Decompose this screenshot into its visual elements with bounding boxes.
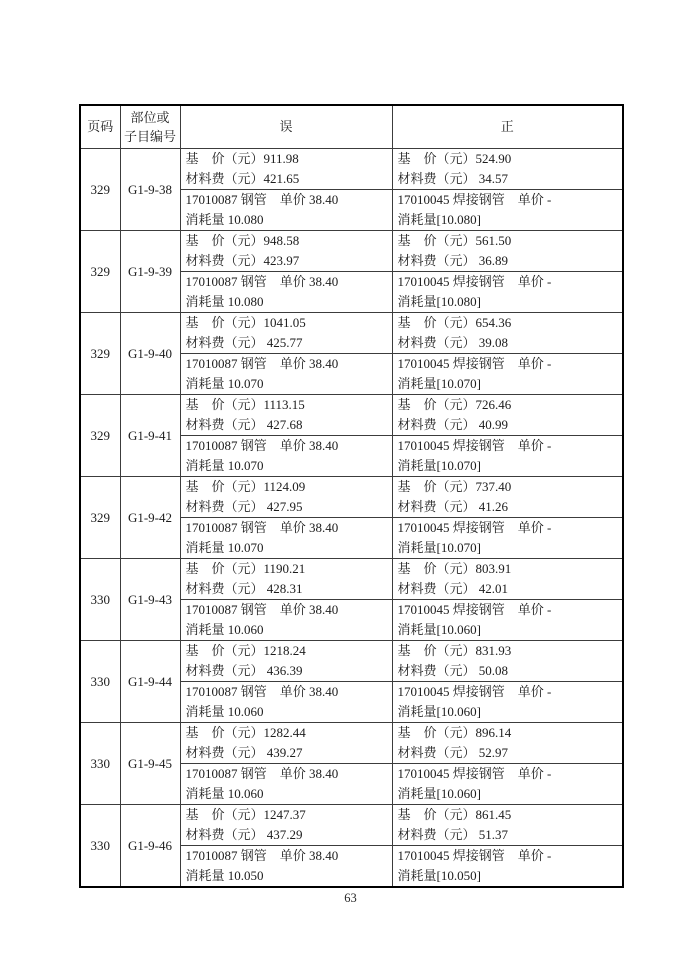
correct-price-cell xyxy=(392,641,623,682)
correct-price-cell xyxy=(392,477,623,518)
correct-base-price: 基 价（元）896.14 xyxy=(397,725,512,740)
wrong-item-cell xyxy=(180,272,392,313)
wrong-consumption: 消耗量 10.060 xyxy=(185,622,264,637)
wrong-base-price: 基 价（元）1247.37 xyxy=(185,807,306,822)
header-wrong-column: 误 xyxy=(180,105,392,149)
header-correct-column: 正 xyxy=(392,105,623,149)
correct-consumption: 消耗量[10.060] xyxy=(397,704,481,719)
correct-item-cell xyxy=(392,436,623,477)
correct-item-line: 17010045 焊接钢管 单价 - xyxy=(397,356,552,371)
page-number-cell: 329 xyxy=(80,477,120,559)
table-row-top xyxy=(80,641,623,682)
wrong-item-line: 17010087 钢管 单价 38.40 xyxy=(185,848,339,863)
wrong-material-fee: 材料费（元） 439.27 xyxy=(185,745,303,760)
page-number-cell: 330 xyxy=(80,723,120,805)
page-number-cell: 329 xyxy=(80,231,120,313)
table-row-top xyxy=(80,149,623,190)
wrong-price-cell xyxy=(180,149,392,190)
wrong-item-line: 17010087 钢管 单价 38.40 xyxy=(185,274,339,289)
correct-price-cell xyxy=(392,231,623,272)
correct-item-line: 17010045 焊接钢管 单价 - xyxy=(397,438,552,453)
wrong-material-fee: 材料费（元） 437.29 xyxy=(185,827,303,842)
wrong-material-fee: 材料费（元） 425.77 xyxy=(185,335,303,350)
wrong-item-line: 17010087 钢管 单价 38.40 xyxy=(185,602,339,617)
wrong-item-cell xyxy=(180,764,392,805)
correct-material-fee: 材料费（元） 36.89 xyxy=(397,253,509,268)
wrong-base-price: 基 价（元）1113.15 xyxy=(185,397,305,412)
correct-base-price: 基 价（元）803.91 xyxy=(397,561,512,576)
item-code-cell: G1-9-46 xyxy=(120,805,180,888)
page-number-cell: 329 xyxy=(80,313,120,395)
correct-material-fee: 材料费（元） 34.57 xyxy=(397,171,509,186)
header-item-code-line2: 子目编号 xyxy=(123,129,176,144)
correct-base-price: 基 价（元）654.36 xyxy=(397,315,512,330)
correct-consumption: 消耗量[10.080] xyxy=(397,212,481,227)
wrong-item-cell xyxy=(180,190,392,231)
correct-consumption: 消耗量[10.050] xyxy=(397,868,481,883)
wrong-material-fee: 材料费（元） 427.68 xyxy=(185,417,303,432)
table-row-top xyxy=(80,477,623,518)
correct-item-cell xyxy=(392,190,623,231)
correct-consumption: 消耗量[10.070] xyxy=(397,540,481,555)
wrong-consumption: 消耗量 10.050 xyxy=(185,868,264,883)
correct-item-line: 17010045 焊接钢管 单价 - xyxy=(397,684,552,699)
wrong-base-price: 基 价（元）911.98 xyxy=(185,151,299,166)
wrong-material-fee: 材料费（元） 436.39 xyxy=(185,663,303,678)
correct-material-fee: 材料费（元） 51.37 xyxy=(397,827,509,842)
item-code-cell: G1-9-45 xyxy=(120,723,180,805)
correct-base-price: 基 价（元）737.40 xyxy=(397,479,512,494)
correct-material-fee: 材料费（元） 52.97 xyxy=(397,745,509,760)
wrong-price-cell xyxy=(180,559,392,600)
wrong-consumption: 消耗量 10.060 xyxy=(185,704,264,719)
correct-item-line: 17010045 焊接钢管 单价 - xyxy=(397,274,552,289)
wrong-item-cell xyxy=(180,518,392,559)
page-number-cell: 329 xyxy=(80,149,120,231)
correct-consumption: 消耗量[10.080] xyxy=(397,294,481,309)
correct-material-fee: 材料费（元） 42.01 xyxy=(397,581,509,596)
wrong-consumption: 消耗量 10.070 xyxy=(185,376,264,391)
item-code-cell: G1-9-40 xyxy=(120,313,180,395)
correct-item-cell xyxy=(392,764,623,805)
page-number-cell: 330 xyxy=(80,805,120,888)
correct-item-line: 17010045 焊接钢管 单价 - xyxy=(397,766,552,781)
correct-base-price: 基 价（元）726.46 xyxy=(397,397,512,412)
correct-base-price: 基 价（元）831.93 xyxy=(397,643,512,658)
correct-consumption: 消耗量[10.060] xyxy=(397,622,481,637)
correct-price-cell xyxy=(392,805,623,846)
page-number-cell: 330 xyxy=(80,641,120,723)
wrong-item-line: 17010087 钢管 单价 38.40 xyxy=(185,684,339,699)
correct-base-price: 基 价（元）561.50 xyxy=(397,233,512,248)
correct-consumption: 消耗量[10.070] xyxy=(397,376,481,391)
table-row-top xyxy=(80,723,623,764)
item-code-cell: G1-9-44 xyxy=(120,641,180,723)
wrong-consumption: 消耗量 10.080 xyxy=(185,212,264,227)
correct-price-cell xyxy=(392,149,623,190)
wrong-item-cell xyxy=(180,600,392,641)
wrong-base-price: 基 价（元）1124.09 xyxy=(185,479,306,494)
correct-item-line: 17010045 焊接钢管 单价 - xyxy=(397,602,552,617)
correct-consumption: 消耗量[10.070] xyxy=(397,458,481,473)
page-number-cell: 330 xyxy=(80,559,120,641)
wrong-item-line: 17010087 钢管 单价 38.40 xyxy=(185,766,339,781)
table-row-top xyxy=(80,559,623,600)
wrong-item-line: 17010087 钢管 单价 38.40 xyxy=(185,438,339,453)
wrong-price-cell xyxy=(180,231,392,272)
table-row-top xyxy=(80,805,623,846)
wrong-item-cell xyxy=(180,436,392,477)
correct-material-fee: 材料费（元） 40.99 xyxy=(397,417,509,432)
wrong-material-fee: 材料费（元） 427.95 xyxy=(185,499,303,514)
wrong-item-cell xyxy=(180,682,392,723)
correct-price-cell xyxy=(392,395,623,436)
wrong-price-cell xyxy=(180,477,392,518)
wrong-price-cell xyxy=(180,723,392,764)
item-code-cell: G1-9-38 xyxy=(120,149,180,231)
correct-item-line: 17010045 焊接钢管 单价 - xyxy=(397,520,552,535)
correct-material-fee: 材料费（元） 41.26 xyxy=(397,499,509,514)
correct-material-fee: 材料费（元） 50.08 xyxy=(397,663,509,678)
wrong-price-cell xyxy=(180,395,392,436)
header-item-code-line1: 部位或 xyxy=(130,110,170,125)
wrong-material-fee: 材料费（元）423.97 xyxy=(185,253,300,268)
wrong-material-fee: 材料费（元） 428.31 xyxy=(185,581,303,596)
table-row-top xyxy=(80,231,623,272)
wrong-item-line: 17010087 钢管 单价 38.40 xyxy=(185,356,339,371)
errata-table-body xyxy=(80,149,623,888)
correct-base-price: 基 价（元）861.45 xyxy=(397,807,512,822)
wrong-consumption: 消耗量 10.060 xyxy=(185,786,264,801)
header-item-code xyxy=(120,105,180,149)
correct-item-line: 17010045 焊接钢管 单价 - xyxy=(397,848,552,863)
page-number-cell: 329 xyxy=(80,395,120,477)
correct-base-price: 基 价（元）524.90 xyxy=(397,151,512,166)
table-row-top xyxy=(80,313,623,354)
page-footer-number: 63 xyxy=(344,891,357,905)
correct-item-cell xyxy=(392,272,623,313)
correct-price-cell xyxy=(392,313,623,354)
correct-material-fee: 材料费（元） 39.08 xyxy=(397,335,509,350)
wrong-item-line: 17010087 钢管 单价 38.40 xyxy=(185,192,339,207)
correct-item-cell xyxy=(392,354,623,395)
wrong-item-line: 17010087 钢管 单价 38.40 xyxy=(185,520,339,535)
item-code-cell: G1-9-41 xyxy=(120,395,180,477)
table-row-top xyxy=(80,395,623,436)
item-code-cell: G1-9-42 xyxy=(120,477,180,559)
wrong-consumption: 消耗量 10.080 xyxy=(185,294,264,309)
wrong-item-cell xyxy=(180,354,392,395)
wrong-price-cell xyxy=(180,313,392,354)
correct-item-line: 17010045 焊接钢管 单价 - xyxy=(397,192,552,207)
wrong-consumption: 消耗量 10.070 xyxy=(185,540,264,555)
wrong-base-price: 基 价（元）1218.24 xyxy=(185,643,306,658)
correct-item-cell xyxy=(392,600,623,641)
wrong-consumption: 消耗量 10.070 xyxy=(185,458,264,473)
wrong-base-price: 基 价（元）1282.44 xyxy=(185,725,306,740)
wrong-base-price: 基 价（元）948.58 xyxy=(185,233,300,248)
wrong-item-cell xyxy=(180,846,392,888)
wrong-base-price: 基 价（元）1041.05 xyxy=(185,315,306,330)
wrong-base-price: 基 价（元）1190.21 xyxy=(185,561,306,576)
item-code-cell: G1-9-39 xyxy=(120,231,180,313)
correct-consumption: 消耗量[10.060] xyxy=(397,786,481,801)
correct-price-cell xyxy=(392,559,623,600)
item-code-cell: G1-9-43 xyxy=(120,559,180,641)
correct-item-cell xyxy=(392,846,623,888)
header-page-number: 页码 xyxy=(80,105,120,149)
wrong-price-cell xyxy=(180,641,392,682)
correct-price-cell xyxy=(392,723,623,764)
errata-table-header xyxy=(80,105,623,149)
errata-table xyxy=(79,104,624,888)
correct-item-cell xyxy=(392,682,623,723)
correct-item-cell xyxy=(392,518,623,559)
wrong-price-cell xyxy=(180,805,392,846)
wrong-material-fee: 材料费（元）421.65 xyxy=(185,171,300,186)
